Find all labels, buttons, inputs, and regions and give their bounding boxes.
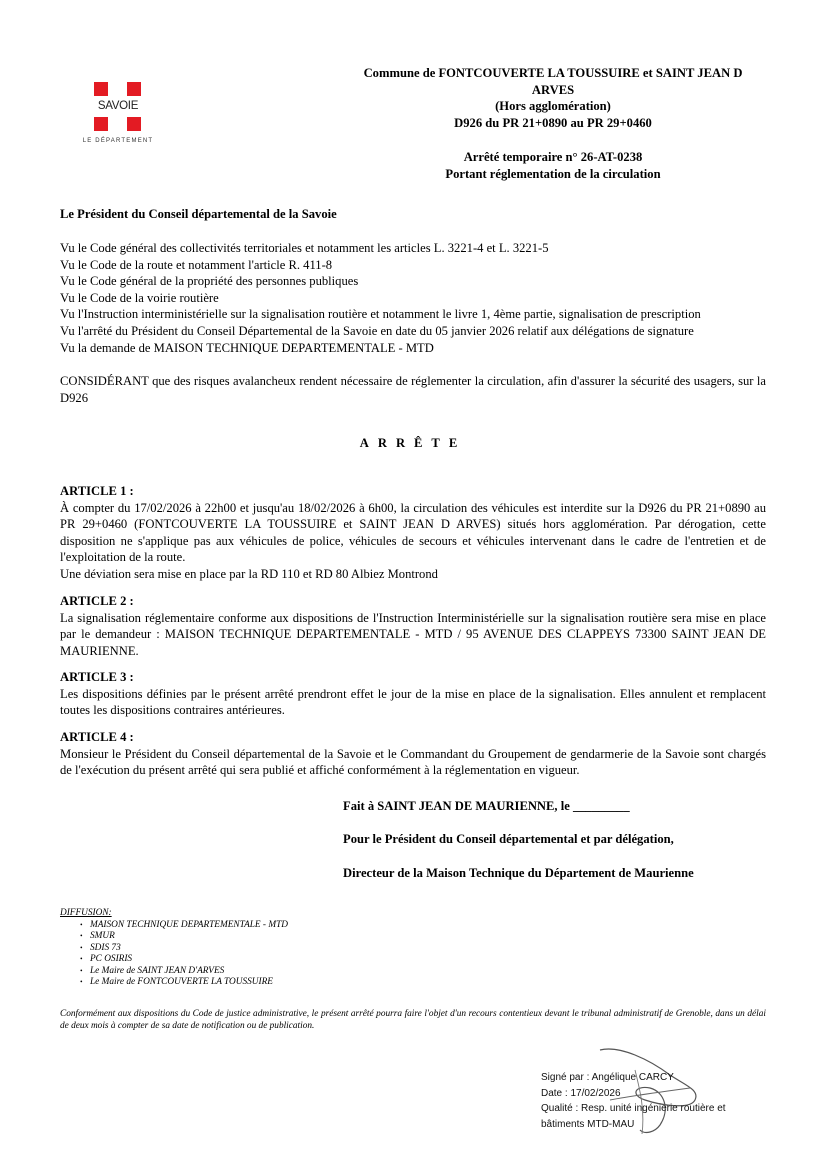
logo-square	[94, 82, 108, 96]
diffusion-item: • MAISON TECHNIQUE DEPARTEMENTALE - MTD	[90, 920, 288, 932]
header-line: Commune de FONTCOUVERTE LA TOUSSUIRE et SAINT JEAN D	[363, 66, 743, 80]
article-3	[60, 669, 766, 719]
vu-item: Vu le Code de la voirie routière	[60, 290, 219, 305]
arrete-heading: ARRÊTE	[359, 436, 467, 450]
vu-item: Vu le Code général de la propriété des personnes publiques	[60, 274, 359, 289]
vu-item: Vu l'Instruction interministérielle sur la signalisation routière et notamment le livre 1, 4ème partie, signalisation de prescription	[60, 307, 701, 322]
logo-wordmark: SAVOIE	[97, 100, 139, 112]
article-2	[60, 593, 766, 659]
logo-square	[127, 117, 141, 131]
article-text: À compter du 17/02/2026 à 22h00 et jusqu'au 18/02/2026 à 6h00, la circulation des véhicules est interdite sur la D926 du PR 21+0890 au PR 29+0460 (FONTCOUVERTE LA TOUSSUIRE et SAINT JEAN D ARVES) situés hors agglomération. Par dérogation, cette disposition ne s'applique pas aux véhicules de police, véhicules de secours et véhicules intervenant dans le cadre de l'entretien et de l'exploitation de la route.	[60, 500, 766, 565]
diffusion-list	[60, 908, 288, 989]
signer-quality-cont: bâtiments MTD-MAU	[541, 1118, 635, 1130]
diffusion-item: • SDIS 73	[90, 943, 288, 955]
header-line: D926 du PR 21+0890 au PR 29+0460	[454, 115, 652, 130]
logo-square	[94, 117, 108, 131]
pour-le-president: Pour le Président du Conseil départemental et par délégation,	[343, 832, 674, 846]
vu-list	[60, 240, 701, 356]
article-extra: Une déviation sera mise en place par la RD 110 et RD 80 Albiez Montrond	[60, 566, 438, 581]
diffusion-item: • Le Maire de SAINT JEAN D'ARVES	[90, 966, 288, 978]
vu-item: Vu le Code général des collectivités territoriales et notamment les articles L. 3221-4 et L. 3221-5	[60, 241, 549, 255]
arrete-subject: Portant réglementation de la circulation	[445, 166, 661, 181]
signer-quality: Qualité : Resp. unité ingénierie routière et	[541, 1103, 726, 1114]
logo-square	[127, 82, 141, 96]
article-title: ARTICLE 1 :	[60, 484, 134, 498]
header-line: ARVES	[531, 82, 575, 97]
fait-a: Fait à SAINT JEAN DE MAURIENNE, le _________	[343, 799, 630, 813]
article-title: ARTICLE 3 :	[60, 670, 134, 684]
article-title: ARTICLE 2 :	[60, 594, 134, 608]
diffusion-item: • PC OSIRIS	[90, 954, 288, 966]
directeur: Directeur de la Maison Technique du Département de Maurienne	[343, 866, 694, 880]
signature-date: Date : 17/02/2026	[541, 1087, 621, 1099]
considerant: CONSIDÉRANT que des risques avalancheux rendent nécessaire de réglementer la circulation, afin d'assurer la sécurité des usagers, sur la D926	[60, 374, 766, 405]
article-text: Les dispositions définies par le présent arrêté prendront effet le jour de la mise en place de la signalisation. Elles annulent et remplacent toutes les dispositions contraires antérieures.	[60, 686, 766, 718]
article-4	[60, 729, 766, 779]
document-header	[338, 65, 768, 182]
vu-item: Vu l'arrêté du Président du Conseil Départemental de la Savoie en date du 05 janvier 2026 relatif aux délégations de signature	[60, 323, 694, 338]
article-text: La signalisation réglementaire conforme aux dispositions de l'Instruction Interministérielle sur la signalisation routière sera mise en place par le demandeur : MAISON TECHNIQUE DEPARTEMENTALE - MTD / 95 AVENUE DES CLAPPEYS 73300 SAINT JEAN DE MAURIENNE.	[60, 610, 766, 658]
vu-item: Vu le Code de la route et notamment l'article R. 411-8	[60, 257, 333, 272]
article-1	[60, 483, 766, 583]
president-title: Le Président du Conseil départemental de la Savoie	[60, 207, 337, 221]
header-line: (Hors agglomération)	[495, 99, 611, 113]
article-title: ARTICLE 4 :	[60, 730, 134, 744]
savoie-logo	[78, 80, 158, 150]
diffusion-item: • Le Maire de FONTCOUVERTE LA TOUSSUIRE	[90, 977, 288, 989]
article-text: Monsieur le Président du Conseil départemental de la Savoie et le Commandant du Groupement de gendarmerie de la Savoie sont chargés de l'exécution du présent arrêté qui sera publié et affiché conformément à la réglementation en vigueur.	[60, 746, 766, 778]
diffusion-item: • SMUR	[90, 931, 288, 943]
diffusion-title: DIFFUSION:	[60, 908, 112, 918]
legal-notice: Conformément aux dispositions du Code de justice administrative, le présent arrêté pourra faire l'objet d'un recours contentieux devant le tribunal administratif de Grenoble, dans un délai de deux mois à compter de sa date de notification ou de publication.	[60, 1009, 766, 1031]
electronic-signature	[541, 1070, 726, 1132]
signed-by: Signé par : Angélique CARCY	[541, 1072, 674, 1083]
logo-subtitle: LE DÉPARTEMENT	[82, 138, 154, 144]
arrete-number: Arrêté temporaire n° 26-AT-0238	[463, 150, 643, 164]
vu-item: Vu la demande de MAISON TECHNIQUE DEPARTEMENTALE - MTD	[60, 340, 434, 355]
